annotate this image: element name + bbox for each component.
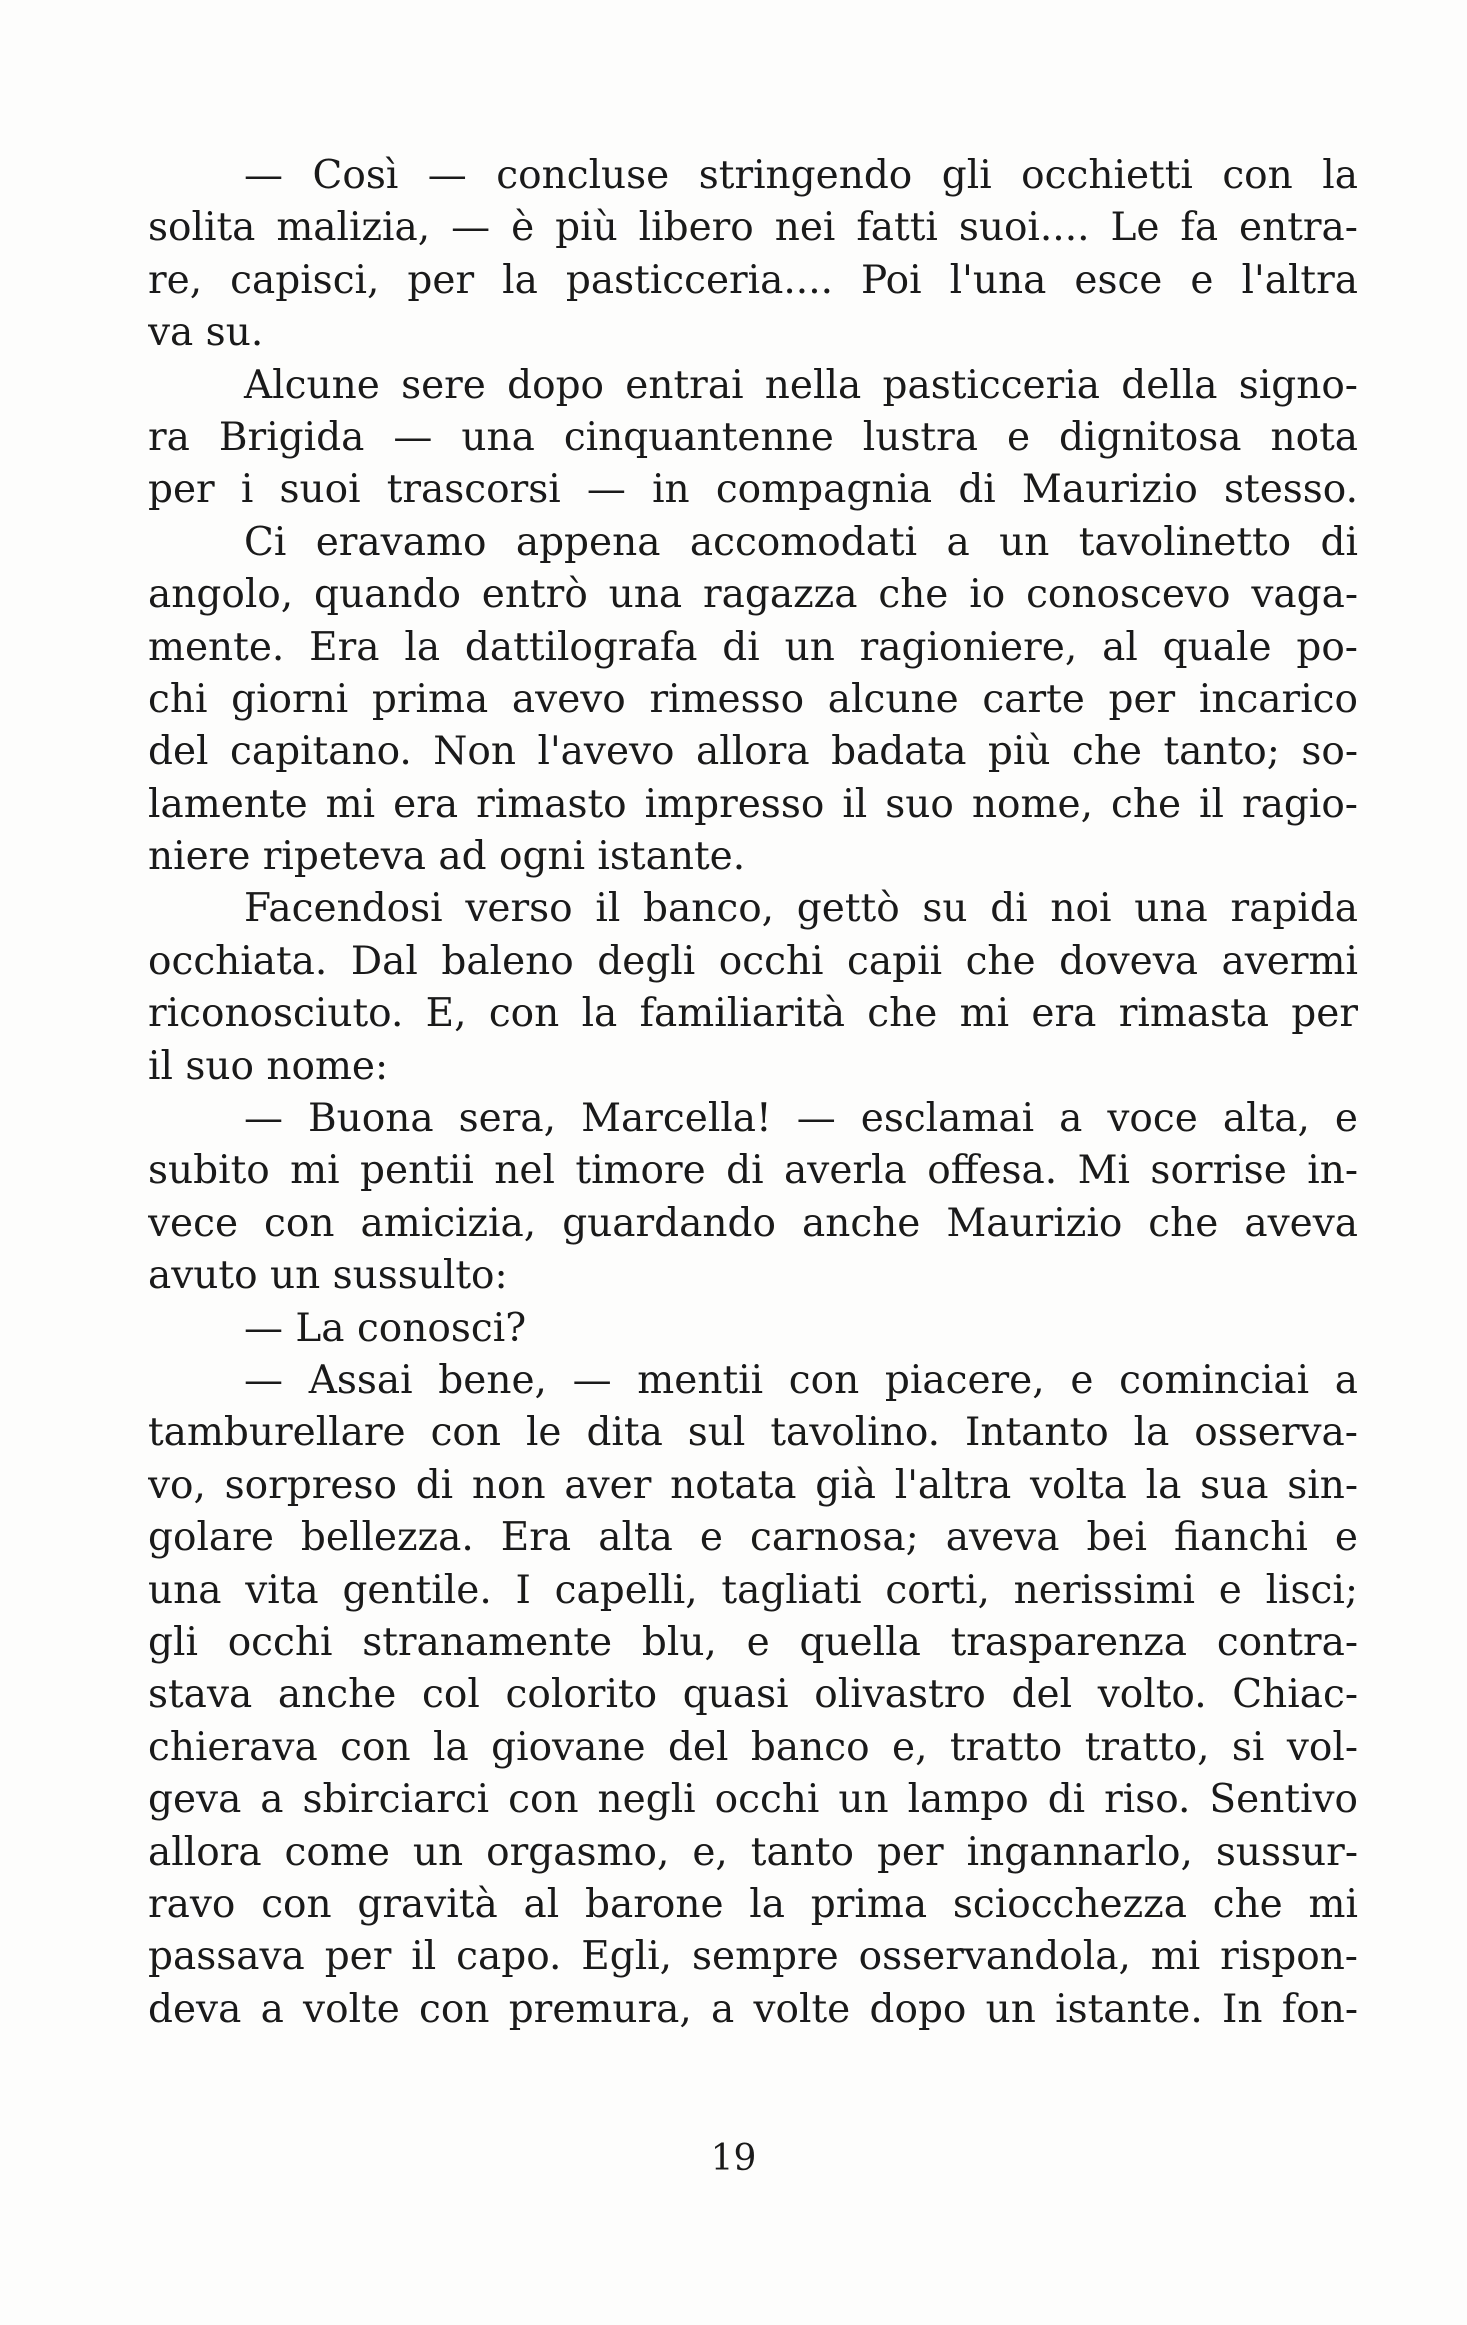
text-line: deva a volte con premura, a volte dopo un istante. In fon- <box>148 1986 1358 2032</box>
body-text <box>148 150 1358 2036</box>
text-line: una vita gentile. I capelli, tagliati corti, nerissimi e lisci; <box>148 1567 1358 1613</box>
text-line: niere ripeteva ad ogni istante. <box>148 834 746 880</box>
text-line: del capitano. Non l'avevo allora badata più che tanto; so- <box>148 729 1358 775</box>
text-line: golare bellezza. Era alta e carnosa; aveva bei fianchi e <box>148 1515 1358 1561</box>
text-line: — La conosci? <box>244 1305 527 1351</box>
text-line: mente. Era la dattilografa di un ragioniere, al quale po- <box>148 624 1358 670</box>
text-line: subito mi pentii nel timore di averla offesa. Mi sorrise in- <box>148 1148 1358 1194</box>
text-line: re, capisci, per la pasticceria.... Poi l'una esce e l'altra <box>148 257 1358 303</box>
text-line: vece con amicizia, guardando anche Maurizio che aveva <box>148 1200 1358 1246</box>
text-line: Ci eravamo appena accomodati a un tavolinetto di <box>244 519 1358 565</box>
text-line: chi giorni prima avevo rimesso alcune carte per incarico <box>148 676 1358 722</box>
text-line: avuto un sussulto: <box>148 1253 508 1299</box>
text-line: — Buona sera, Marcella! — esclamai a voce alta, e <box>244 1096 1358 1142</box>
text-line: gli occhi stranamente blu, e quella trasparenza contra- <box>148 1619 1358 1665</box>
text-line: ravo con gravità al barone la prima sciocchezza che mi <box>148 1881 1358 1927</box>
text-line: passava per il capo. Egli, sempre osservandola, mi rispon- <box>148 1934 1358 1980</box>
text-line: chierava con la giovane del banco e, tratto tratto, si vol- <box>148 1724 1358 1770</box>
text-line: allora come un orgasmo, e, tanto per ingannarlo, sussur- <box>148 1829 1358 1875</box>
text-line: riconosciuto. E, con la familiarità che mi era rimasta per <box>148 991 1358 1037</box>
text-line: — Assai bene, — mentii con piacere, e cominciai a <box>244 1357 1358 1403</box>
text-line: — Così — concluse stringendo gli occhietti con la <box>244 153 1358 198</box>
text-line: vo, sorpreso di non aver notata già l'altra volta la sua sin- <box>148 1462 1358 1508</box>
text-line: lamente mi era rimasto impresso il suo nome, che il ragio- <box>148 781 1358 827</box>
page-number: 19 <box>710 2138 757 2179</box>
text-line: angolo, quando entrò una ragazza che io conoscevo vaga- <box>148 572 1358 618</box>
text-line: occhiata. Dal baleno degli occhi capii che doveva avermi <box>148 938 1358 984</box>
text-line: geva a sbirciarci con negli occhi un lampo di riso. Sentivo <box>148 1777 1358 1823</box>
text-line: ra Brigida — una cinquantenne lustra e dignitosa nota <box>148 414 1358 460</box>
text-line: solita malizia, — è più libero nei fatti suoi.... Le fa entra- <box>148 205 1358 251</box>
text-line: per i suoi trascorsi — in compagnia di Maurizio stesso. <box>148 467 1358 513</box>
text-line: Facendosi verso il banco, gettò su di noi una rapida <box>244 886 1358 932</box>
text-line: il suo nome: <box>148 1043 389 1089</box>
text-line: stava anche col colorito quasi olivastro del volto. Chiac- <box>148 1672 1358 1718</box>
text-line: Alcune sere dopo entrai nella pasticceria della signo- <box>244 362 1358 408</box>
text-line: tamburellare con le dita sul tavolino. Intanto la osserva- <box>148 1410 1358 1456</box>
text-line: va su. <box>148 310 264 356</box>
